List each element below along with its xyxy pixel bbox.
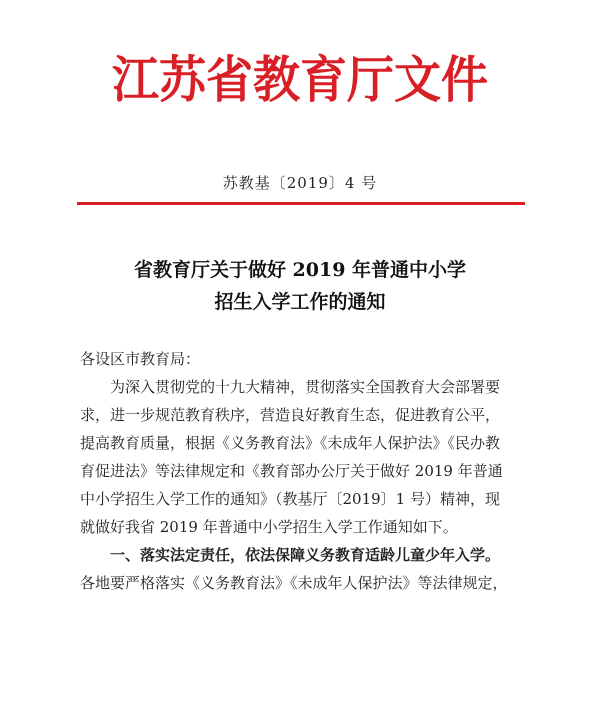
body-line: 中小学招生入学工作的通知》（教基厅〔2019〕1 号）精神，现 [80, 490, 500, 508]
red-divider-line [77, 202, 525, 205]
notice-title [0, 254, 600, 318]
body-line: 各地要严格落实《义务教育法》《未成年人保护法》等法律规定， [80, 574, 508, 592]
body-line: 求，进一步规范教育秩序，营造良好教育生态，促进教育公平， [80, 406, 501, 424]
masthead-title: 江苏省教育厅文件 [112, 51, 488, 109]
document-body [80, 345, 525, 597]
body-line: 提高教育质量，根据《义务教育法》《未成年人保护法》《民办教 [80, 434, 501, 452]
body-line: 就做好我省 2019 年普通中小学招生入学工作通知如下。 [80, 518, 458, 536]
body-line: 育促进法》等法律规定和《教育部办公厅关于做好 2019 年普通 [80, 462, 503, 480]
notice-title-line-1: 省教育厅关于做好 2019 年普通中小学 [133, 259, 467, 281]
notice-title-line-2: 招生入学工作的通知 [214, 291, 386, 313]
section-heading-1: 一、落实法定责任，依法保障义务教育适龄儿童少年入学。 [110, 546, 501, 564]
document-number: 苏教基〔2019〕4 号 [222, 174, 378, 192]
salutation: 各设区市教育局： [80, 350, 201, 368]
body-line: 为深入贯彻党的十九大精神，贯彻落实全国教育大会部署要 [110, 378, 501, 396]
